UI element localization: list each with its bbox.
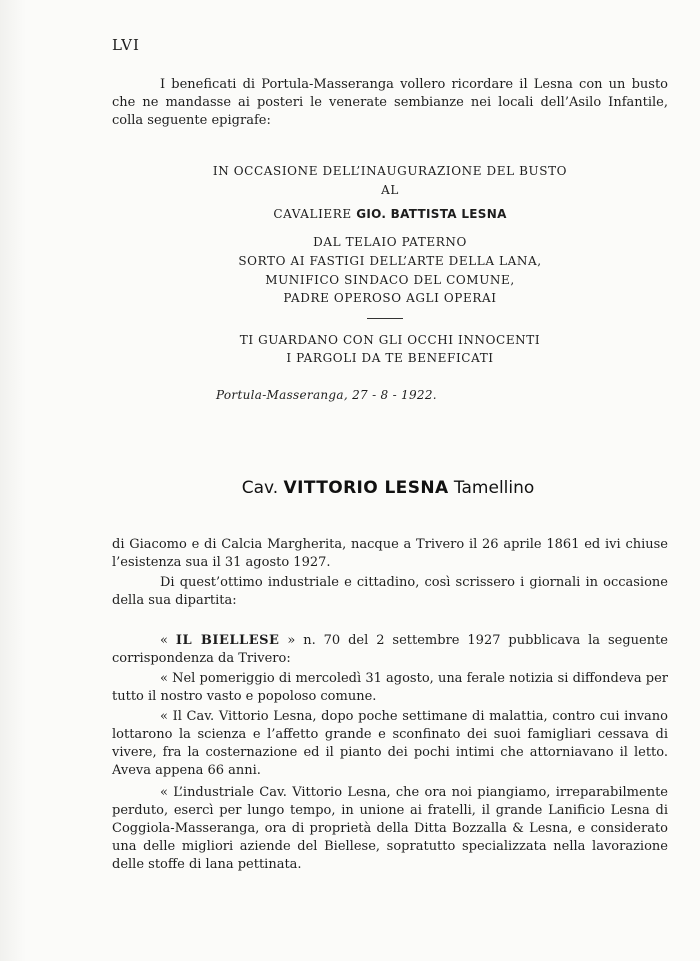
epigraph-divider xyxy=(367,318,403,319)
epigraph-line: DAL TELAIO PATERNO xyxy=(313,235,467,249)
heading-name: VITTORIO LESNA xyxy=(283,478,449,498)
newspaper-name: IL BIELLESE xyxy=(175,633,280,648)
body-paragraph: di Giacomo e di Calcia Margherita, nacque a Trivero il 26 aprile 1861 ed ivi chiuse l’esistenza sua il 31 agosto 1927. xyxy=(112,537,668,570)
epigraph-line: PADRE OPEROSO AGLI OPERAI xyxy=(283,291,497,305)
epigraph-line: TI GUARDANO CON GLI OCCHI INNOCENTI xyxy=(239,333,541,347)
quoted-paragraph: « Nel pomeriggio di mercoledì 31 agosto, una ferale notizia si diffondeva per tutto il nostro vasto e popoloso comune. xyxy=(112,671,668,704)
epigraph-line: I PARGOLI DA TE BENEFICATI xyxy=(286,351,494,365)
epigraph-title: CAVALIERE xyxy=(273,207,357,221)
page-number: LVI xyxy=(112,36,140,54)
epigraph-line: SORTO AI FASTIGI DELL’ARTE DELLA LANA, xyxy=(238,254,542,268)
epigraph-dedicatee xyxy=(130,206,650,222)
intro-paragraph: I beneficati di Portula-Masseranga vollero ricordare il Lesna con un busto che ne mandasse ai posteri le venerate sembianze nei locali dell’Asilo Infantile, colla seguente epigrafe: xyxy=(112,77,668,128)
body-paragraph: Di quest’ottimo industriale e cittadino, così scrissero i giornali in occasione della sua dipartita: xyxy=(112,575,668,608)
quoted-paragraph: « Il Cav. Vittorio Lesna, dopo poche settimane di malattia, contro cui invano lottarono la scienza e l’affetto grande e sconfinato dei suoi famigliari cessava di vivere, fra la costernazione ed il pianto dei pochi intimi che attorniavano il letto. Aveva appena 66 anni. xyxy=(112,709,668,778)
quote-intro-rest: » n. 70 del 2 settembre 1927 pubblicava la seguente corrispondenza da Trivero: xyxy=(112,633,668,666)
quote-intro-paragraph xyxy=(112,632,668,668)
epigraph-line: MUNIFICO SINDACO DEL COMUNE, xyxy=(265,273,515,287)
epigraph-place-date: Portula-Masseranga, 27 - 8 - 1922. xyxy=(216,388,437,402)
heading-suffix: Tamellino xyxy=(448,478,535,498)
quoted-paragraph: « L’industriale Cav. Vittorio Lesna, che ora noi piangiamo, irreparabilmente perduto, esercì per lungo tempo, in unione ai fratelli, il grande Lanificio Lesna di Coggiola-Masseranga, ora di proprietà della Ditta Bozzalla & Lesna, e considerato una delle migliori aziende del Biellese, sopratutto specializzata nella lavorazione delle stoffe di lana pettinata. xyxy=(112,785,668,872)
epigraph-name: GIO. BATTISTA LESNA xyxy=(356,207,507,221)
section-heading xyxy=(0,478,700,498)
epigraph-line: AL xyxy=(381,183,399,197)
quote-open: « xyxy=(160,633,176,648)
epigraph-line: IN OCCASIONE DELL’INAUGURAZIONE DEL BUSTO xyxy=(212,164,568,178)
heading-prefix: Cav. xyxy=(241,478,284,498)
